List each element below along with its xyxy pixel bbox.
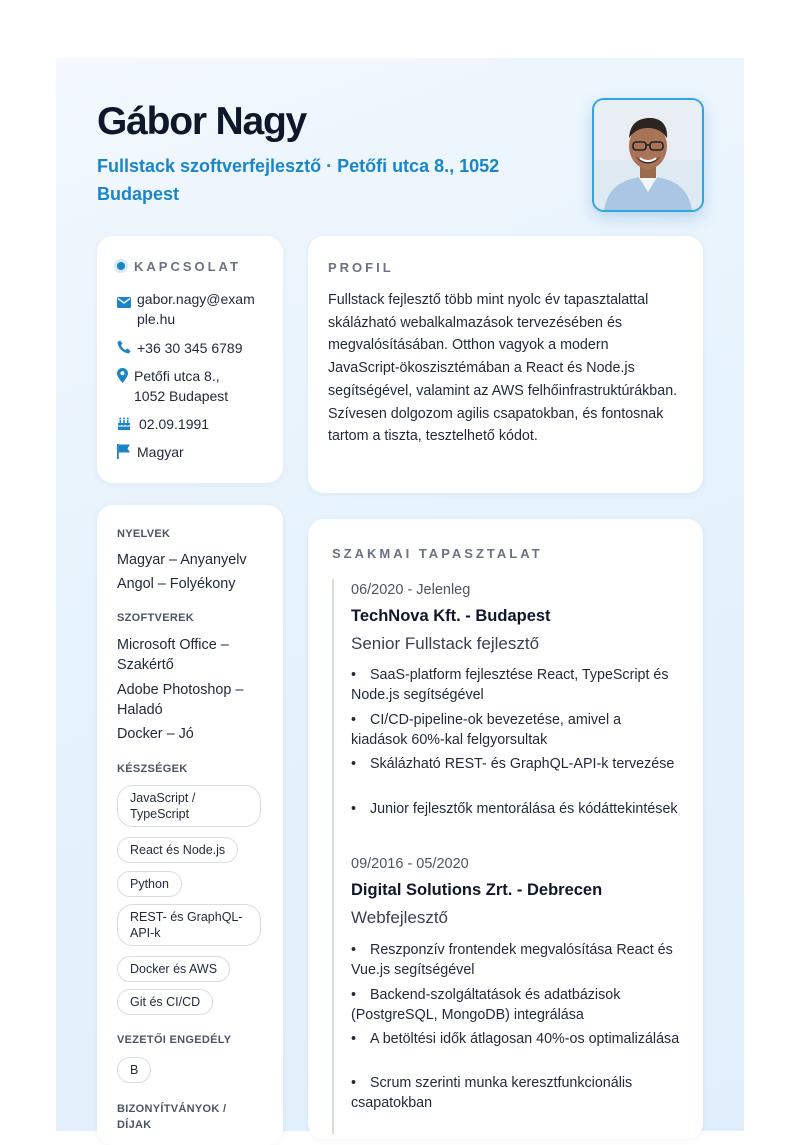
contact-email[interactable] xyxy=(117,289,262,329)
job-company: TechNova Kft. - Budapest xyxy=(351,607,551,625)
contact-phone-text: +36 30 345 6789 xyxy=(137,340,243,356)
mail-icon xyxy=(117,289,137,329)
contact-birthdate xyxy=(117,414,209,434)
job-bullet: • CI/CD-pipeline-ok bevezetése, amivel a kiadások 60%-kal felgyorsultak xyxy=(351,712,622,748)
side-info-card xyxy=(97,505,283,1145)
job-bullet: • Scrum szerinti munka keresztfunkcionális csapatokban xyxy=(351,1075,633,1111)
profile-title: PROFIL xyxy=(328,260,394,275)
experience-card xyxy=(308,519,703,1139)
candidate-name: Gábor Nagy xyxy=(97,100,307,143)
cake-icon xyxy=(117,414,139,434)
software-title: SZOFTVEREK xyxy=(117,612,194,624)
job-role: Webfejlesztő xyxy=(351,908,449,927)
contact-address xyxy=(117,366,244,406)
section-dot-icon xyxy=(117,262,125,270)
phone-icon xyxy=(117,338,137,358)
flag-icon xyxy=(117,442,137,462)
profile-card xyxy=(308,236,703,493)
job-bullet: • Junior fejlesztők mentorálása és kódáttekintések xyxy=(351,801,678,817)
job-company: Digital Solutions Zrt. - Debrecen xyxy=(351,881,603,899)
job-date: 09/2016 - 05/2020 xyxy=(351,856,469,872)
contact-card xyxy=(97,236,283,483)
contact-nationality xyxy=(117,442,184,462)
job-bullet: • SaaS-platform fejlesztése React, TypeScript és Node.js segítségével xyxy=(351,667,669,703)
skill-chip: Docker és AWS xyxy=(117,956,230,982)
languages-title: NYELVEK xyxy=(117,528,171,540)
contact-nationality-text: Magyar xyxy=(137,444,184,460)
skill-chip: Git és CI/CD xyxy=(117,989,213,1015)
software-item: Adobe Photoshop – Haladó xyxy=(117,682,244,718)
job-bullet: • Skálázható REST- és GraphQL-API-k tervezése xyxy=(351,756,675,772)
job-role: Senior Fullstack fejlesztő xyxy=(351,634,540,653)
license-chip: B xyxy=(117,1057,151,1083)
job-date: 06/2020 - Jelenleg xyxy=(351,582,471,598)
language-item: Magyar – Anyanyelv xyxy=(117,552,247,568)
contact-birthdate-text: 02.09.1991 xyxy=(139,416,210,432)
contact-address-text: Petőfi utca 8., 1052 Budapest xyxy=(134,368,229,404)
candidate-subtitle: Fullstack szoftverfejlesztő · Petőfi utca 8., 1052 Budapest xyxy=(97,156,500,204)
contact-title: KAPCSOLAT xyxy=(134,259,241,274)
job-bullet: • Reszponzív frontendek megvalósítása React és Vue.js segítségével xyxy=(351,942,673,978)
contact-phone[interactable] xyxy=(117,338,243,358)
profile-text: Fullstack fejlesztő több mint nyolc év tapasztalattal skálázható webalkalmazások tervezésében és megvalósításában. Otthon vagyok a modern JavaScript-ökoszisztémában a React és Node.js segítségével, valamint az AWS felhőinfrastruktúrákban. Szívesen dolgozom agilis csapatokban, és fontosnak tartom a tiszta, tesztelhető kódot. xyxy=(328,292,678,445)
experience-title: SZAKMAI TAPASZTALAT xyxy=(332,546,543,561)
timeline-line xyxy=(332,579,334,1134)
license-title: VEZETŐI ENGEDÉLY xyxy=(117,1034,232,1046)
skill-chip: Python xyxy=(117,871,182,897)
contact-email-text: gabor.nagy@example.hu xyxy=(137,291,255,327)
skill-chip: REST- és GraphQL-API-k xyxy=(117,904,261,946)
profile-photo xyxy=(592,98,704,212)
language-item: Angol – Folyékony xyxy=(117,576,236,592)
software-item: Microsoft Office – Szakértő xyxy=(117,637,229,673)
certificates-title: BIZONYÍTVÁNYOK / DÍJAK xyxy=(117,1103,227,1131)
job-bullet: • Backend-szolgáltatások és adatbázisok (PostgreSQL, MongoDB) integrálása xyxy=(351,987,621,1023)
job-bullet: • A betöltési idők átlagosan 40%-os optimalizálása xyxy=(351,1031,680,1047)
skill-chip: JavaScript / TypeScript xyxy=(117,785,261,827)
location-pin-icon xyxy=(117,366,134,406)
software-item: Docker – Jó xyxy=(117,726,194,742)
skill-chip: React és Node.js xyxy=(117,837,238,863)
skills-title: KÉSZSÉGEK xyxy=(117,763,188,775)
